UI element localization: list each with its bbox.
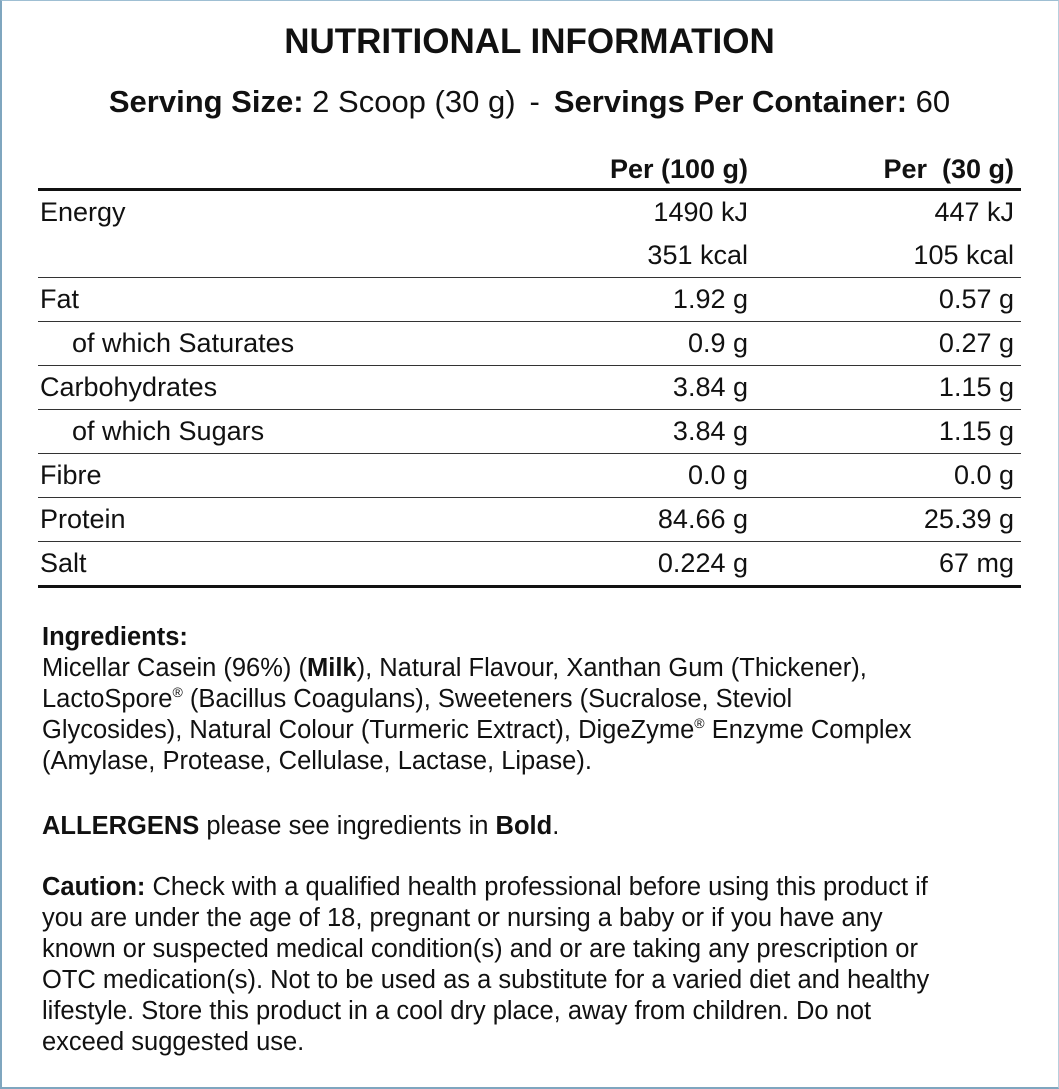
caution-text: known or suspected medical condition(s) and or are taking any prescription or [42, 935, 918, 963]
row-label: Salt [40, 548, 87, 578]
serving-info [0, 84, 1059, 120]
value-per-100g: 0.224 g [657, 548, 748, 578]
value-per-30g: 1.15 g [938, 416, 1014, 446]
ingredients-text: (Bacillus Coagulans), Sweeteners (Sucralose, Steviol [182, 685, 793, 713]
ingredients-section [42, 622, 1032, 777]
caution-text: you are under the age of 18, pregnant or nursing a baby or if you have any [42, 904, 883, 932]
page-title: NUTRITIONAL INFORMATION [284, 22, 775, 61]
value-per-30g: 0.57 g [938, 284, 1014, 314]
row-label: of which Saturates [72, 328, 295, 358]
row-label: Carbohydrates [40, 372, 218, 402]
servings-per-container-value: 60 [915, 84, 951, 119]
serving-size-value: 2 Scoop (30 g) [312, 84, 516, 119]
caution-label: Caution: [42, 873, 146, 901]
value-per-30g: 447 kJ [934, 197, 1014, 227]
value-per-100g: 0.0 g [687, 460, 748, 490]
value-per-30g: 67 mg [938, 548, 1014, 578]
table-row-salt [38, 542, 1021, 588]
table-header [38, 150, 1021, 191]
value-per-30g: 1.15 g [938, 372, 1014, 402]
value-per-30g-kcal: 105 kcal [913, 240, 1014, 270]
row-label: Energy [40, 197, 126, 227]
servings-per-container-label: Servings Per Container: [553, 84, 908, 119]
row-label: Protein [40, 504, 126, 534]
table-row-saturates [38, 322, 1021, 366]
table-row-protein [38, 498, 1021, 542]
serving-size-label: Serving Size: [108, 84, 304, 119]
ingredients-text: Micellar Casein (96%) ( [42, 654, 307, 682]
value-per-100g: 1.92 g [672, 284, 748, 314]
value-per-30g: 25.39 g [923, 504, 1014, 534]
value-per-100g: 3.84 g [672, 372, 748, 402]
column-header-per-100g: Per (100 g) [609, 154, 748, 184]
ingredients-text: ), Natural Flavour, Xanthan Gum (Thickener), [356, 654, 867, 682]
allergens-bold-word: Bold [495, 812, 553, 840]
caution-text: exceed suggested use. [42, 1028, 305, 1056]
registered-mark: ® [172, 684, 183, 700]
table-row-energy [38, 191, 1021, 278]
allergens-section [42, 811, 1032, 842]
value-per-100g: 3.84 g [672, 416, 748, 446]
table-row-fibre [38, 454, 1021, 498]
ingredients-text: Enzyme Complex [704, 716, 912, 744]
allergens-end: . [552, 812, 560, 840]
table-row-carbohydrates [38, 366, 1021, 410]
row-label: of which Sugars [72, 416, 265, 446]
row-label: Fat [40, 284, 80, 314]
registered-mark: ® [694, 715, 705, 731]
value-per-100g-kcal: 351 kcal [647, 240, 748, 270]
value-per-100g: 1490 kJ [653, 197, 748, 227]
ingredients-heading: Ingredients: [42, 623, 188, 651]
caution-text: OTC medication(s). Not to be used as a substitute for a varied diet and healthy [42, 966, 930, 994]
table-row-sugars [38, 410, 1021, 454]
serving-separator: - [529, 84, 540, 119]
ingredients-text: LactoSpore [42, 685, 173, 713]
row-label: Fibre [40, 460, 102, 490]
table-row-fat [38, 278, 1021, 322]
caution-section [42, 872, 1032, 1058]
allergen-milk: Milk [307, 654, 357, 682]
ingredients-text: Glycosides), Natural Colour (Turmeric Extract), DigeZyme [42, 716, 695, 744]
value-per-30g: 0.0 g [953, 460, 1014, 490]
nutrition-table [38, 150, 1021, 588]
allergens-label: ALLERGENS [42, 812, 200, 840]
caution-text: Check with a qualified health professional before using this product if [145, 873, 928, 901]
column-header-per-30g: Per (30 g) [883, 154, 1014, 184]
caution-text: lifestyle. Store this product in a cool dry place, away from children. Do not [42, 997, 872, 1025]
value-per-100g: 0.9 g [687, 328, 748, 358]
ingredients-text: (Amylase, Protease, Cellulase, Lactase, Lipase). [42, 747, 592, 775]
value-per-30g: 0.27 g [938, 328, 1014, 358]
allergens-text: please see ingredients in [199, 812, 496, 840]
value-per-100g: 84.66 g [657, 504, 748, 534]
